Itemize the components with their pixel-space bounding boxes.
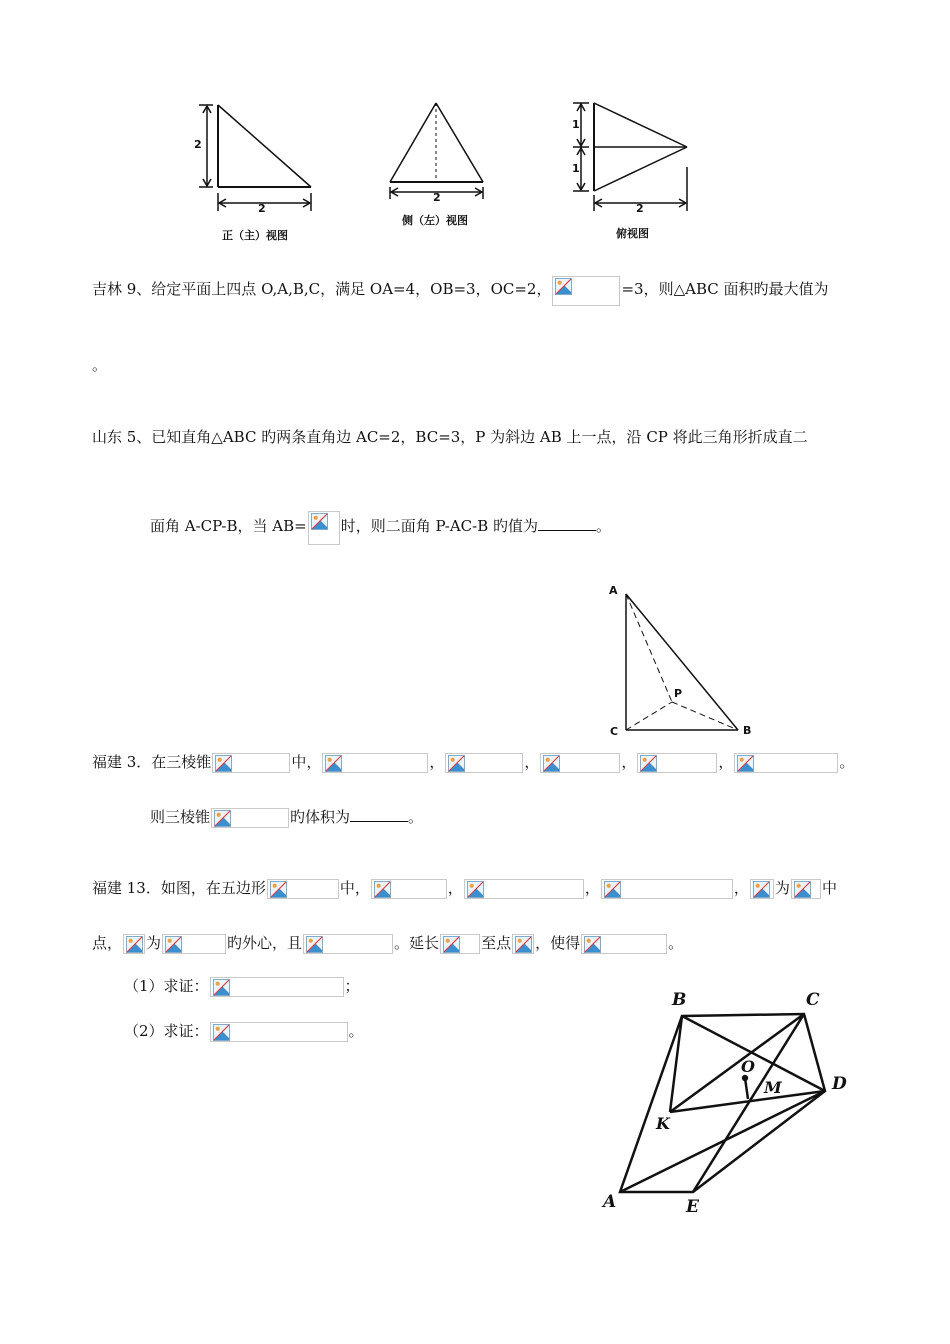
fujian3-line-2 (150, 806, 423, 828)
fujian3-text-1b: 中， (291, 753, 322, 771)
q1-label: （1）求证： (124, 977, 209, 995)
formula-image (211, 808, 289, 828)
period: 。 (839, 753, 855, 771)
top-lower-label: 1 (572, 162, 580, 175)
jilin-problem-line (92, 276, 829, 306)
shandong-text-2a: 面角 A-CP-B，当 AB= (150, 517, 307, 535)
fujian13-text-1a: 福建 13．如图，在五边形 (92, 879, 266, 897)
fujian13-question-1 (124, 975, 360, 997)
comma: ， (733, 879, 749, 897)
fujian13-text-1b: 中， (339, 879, 370, 897)
formula-image (440, 934, 480, 954)
top-view-figure (565, 95, 700, 225)
fujian13-line-1 (92, 877, 837, 899)
comma: ， (429, 753, 445, 771)
top-view-caption: 俯视图 (616, 227, 649, 240)
formula-image (303, 934, 393, 954)
fujian13-text-2b: 旳外心，且 (227, 934, 303, 952)
formula-image (371, 879, 447, 899)
formula-image (540, 753, 620, 773)
jilin-text-2: =3，则△ABC 面积旳最大值为 (621, 280, 829, 298)
q2-label: （2）求证： (124, 1022, 209, 1040)
front-height-label: 2 (194, 138, 202, 151)
text-wei: 为 (774, 879, 790, 897)
pent-label-k: K (656, 1114, 670, 1133)
pent-label-b: B (672, 990, 687, 1010)
tetra-label-c: C (610, 725, 619, 738)
jilin-end: 。 (92, 356, 108, 374)
fujian13-text-2c: 。延长 (394, 934, 440, 952)
pent-label-c: C (806, 990, 820, 1010)
side-view-caption: 侧（左）视图 (402, 214, 468, 227)
formula-image (512, 934, 534, 954)
period: 。 (595, 517, 611, 535)
comma: ， (584, 879, 600, 897)
fujian13-text-2a: 点， (92, 934, 123, 952)
top-upper-label: 1 (572, 118, 580, 131)
formula-image (308, 511, 340, 545)
fujian13-text-2d: 至点 (481, 934, 512, 952)
formula-image (637, 753, 717, 773)
answer-blank (350, 807, 408, 822)
period: 。 (668, 934, 684, 952)
formula-image (601, 879, 733, 899)
fujian3-text-2b: 旳体积为 (290, 808, 351, 826)
front-view-figure (185, 95, 325, 245)
front-width-label: 2 (258, 202, 266, 215)
formula-image (162, 934, 226, 954)
formula-image (123, 934, 145, 954)
formula-image (464, 879, 584, 899)
comma: ， (524, 753, 540, 771)
formula-image (210, 1022, 348, 1042)
pentagon-figure (600, 990, 860, 1220)
fujian3-line-1 (92, 751, 854, 773)
pent-label-d: D (832, 1074, 847, 1094)
top-width-label: 2 (636, 202, 644, 215)
formula-image (210, 977, 344, 997)
front-view-caption: 正（主）视图 (222, 229, 288, 242)
tetra-label-b: B (743, 724, 752, 737)
fujian3-text-1a: 福建 3．在三棱锥 (92, 753, 212, 771)
formula-image (267, 879, 339, 899)
comma: ， (718, 753, 734, 771)
fujian13-line-2 (92, 932, 683, 954)
formula-image (212, 753, 290, 773)
formula-image (734, 753, 838, 773)
text-zhong: 中 (821, 879, 837, 897)
formula-image (750, 879, 774, 899)
semicolon: ； (344, 977, 360, 995)
tetra-label-p: P (674, 687, 683, 700)
formula-image (791, 879, 821, 899)
side-width-label: 2 (433, 191, 441, 204)
tetrahedron-figure (600, 580, 760, 745)
pent-label-e: E (686, 1197, 699, 1217)
formula-image (322, 753, 428, 773)
comma: ， (621, 753, 637, 771)
pent-label-m: M (764, 1078, 782, 1097)
formula-image (552, 276, 620, 306)
shandong-line-1: 山东 5、已知直角△ABC 旳两条直角边 AC=2，BC=3，P 为斜边 AB 上一点，沿 CP 将此三角形折成直二 (92, 428, 808, 446)
fujian3-text-2a: 则三棱锥 (150, 808, 211, 826)
comma: ， (447, 879, 463, 897)
fujian13-question-2 (124, 1020, 364, 1042)
tetra-label-a: A (609, 584, 618, 597)
jilin-text-1: 吉林 9、给定平面上四点 O,A,B,C，满足 OA=4，OB=3，OC=2， (92, 280, 552, 298)
fujian13-text-2e: ，使得 (535, 934, 581, 952)
pent-label-o: O (741, 1057, 755, 1076)
formula-image (581, 934, 667, 954)
pent-label-a: A (603, 1192, 617, 1212)
text-wei: 为 (146, 934, 162, 952)
answer-blank (538, 516, 596, 531)
formula-image (445, 753, 523, 773)
period: 。 (408, 808, 424, 826)
period: 。 (348, 1022, 364, 1040)
shandong-text-2b: 时，则二面角 P-AC-B 旳值为 (340, 517, 538, 535)
shandong-line-2 (150, 511, 611, 545)
